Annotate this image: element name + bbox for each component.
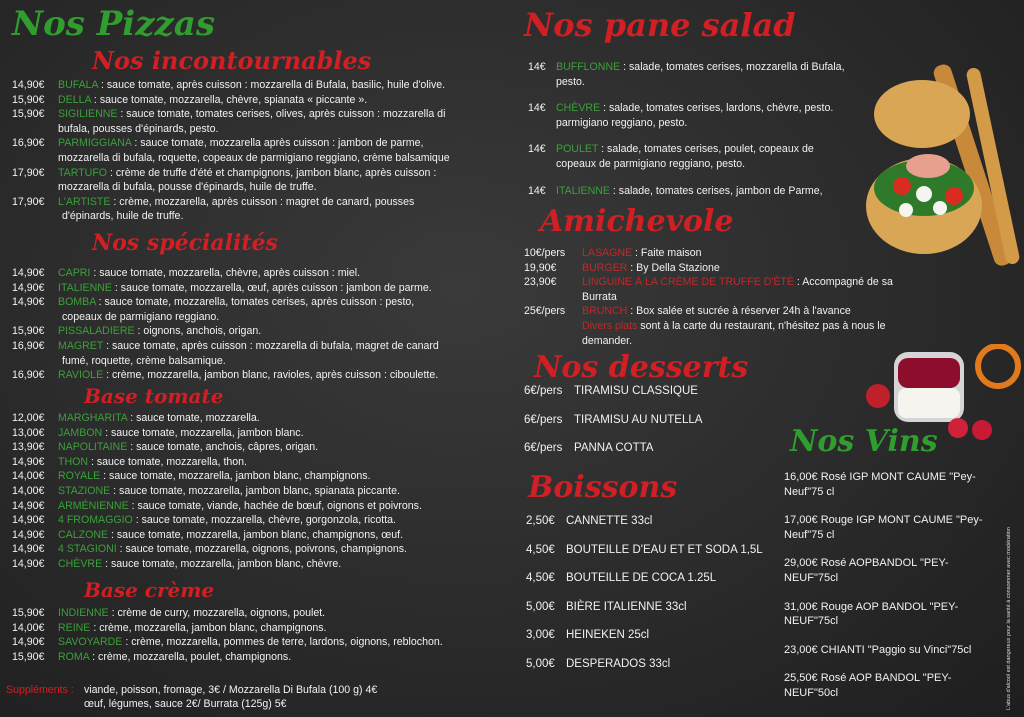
list-item: 16,90€ MAGRET : sauce tomate, après cuisson : mozzarella di bufala, magret de canard fumé, roquette, crème balsamique. — [12, 339, 439, 367]
list-item: Divers plats sont à la carte du restaurant, n'hésitez pas à nous le demander. — [582, 319, 886, 347]
vins-title: Nos Vins — [790, 424, 938, 459]
list-item: 17,00€ Rouge IGP MONT CAUME "Pey- Neuf"75 cl — [784, 514, 983, 541]
alcohol-warning: L'abus d'alcool est dangereux pour la santé à consommer avec modération — [1006, 527, 1012, 710]
list-item: 14€ POULET : salade, tomates cerises, poulet, copeaux de copeaux de parmigiano reggiano, pesto. — [528, 143, 814, 170]
list-item: 15,90€ INDIENNE : crème de curry, mozzarella, oignons, poulet. — [12, 607, 326, 619]
list-item: 14,90€ CHÈVRE : sauce tomate, mozzarella, jambon blanc, chèvre. — [12, 557, 342, 570]
list-item: 14,00€ REINE : crème, mozzarella, jambon blanc, champignons. — [12, 621, 327, 634]
list-item: 2,50€ CANNETTE 33cl — [526, 515, 653, 527]
list-item: 14,90€ BUFALA : sauce tomate, après cuisson : mozzarella di Bufala, basilic, huile d'olive. — [12, 79, 446, 91]
list-item: 5,00€ DESPERADOS 33cl — [526, 657, 671, 670]
list-item: 15,90€ PISSALADIERE : oignons, anchois, origan. — [12, 325, 262, 338]
list-item: 5,00€ BIÈRE ITALIENNE 33cl — [526, 600, 687, 613]
list-item: 25€/pers BRUNCH : Box salée et sucrée à réserver 24h à l'avance — [524, 305, 851, 318]
list-item: 14€ CHÈVRE : salade, tomates cerises, lardons, chèvre, pesto. parmigiano reggiano, pesto. — [528, 102, 834, 129]
list-item: 10€/pers LASAGNE : Faite maison — [524, 247, 702, 259]
pizzas-title: Nos Pizzas — [12, 4, 216, 44]
list-item: 14,00€ STAZIONE : sauce tomate, mozzarella, jambon blanc, spianata piccante. — [12, 484, 400, 497]
desserts-list — [524, 384, 824, 456]
base-creme-title: Base crème — [84, 578, 215, 602]
list-item: 15,90€ SIGILIENNE : sauce tomate, tomates cerises, olives, après cuisson : mozzarella di bufala, pousses d'épinards, pesto. — [12, 108, 446, 135]
supplements-line1: viande, poisson, fromage, 3€ / Mozzarella Di Bufala (100 g) 4€ — [84, 684, 378, 696]
base-creme-list — [12, 606, 512, 664]
list-item: 4,50€ BOUTEILLE DE COCA 1.25L — [526, 572, 717, 585]
list-item: 13,90€ NAPOLITAINE : sauce tomate, anchois, câpres, origan. — [12, 441, 319, 454]
list-item: 17,90€ L'ARTISTE : crème, mozzarella, après cuisson : magret de canard, pousses d'épinards, huile de truffe. — [12, 195, 415, 223]
list-item: 14,90€ THON : sauce tomate, mozzarella, thon. — [12, 455, 247, 468]
incontournables-title: Nos incontournables — [92, 46, 372, 75]
vins-list — [784, 470, 1009, 701]
pane-list — [528, 60, 868, 198]
list-item: 19,90€ BURGER : By Della Stazione — [524, 261, 720, 274]
pane-title: Nos pane salad — [524, 6, 796, 44]
list-item: 14€ ITALIENNE : salade, tomates cerises, jambon de Parme, — [528, 184, 823, 197]
list-item: 4,50€ BOUTEILLE D'EAU ET ET SODA 1,5L — [526, 543, 763, 556]
incontournables-list — [12, 78, 512, 224]
supplements-label: Suppléments : — [6, 684, 74, 696]
list-item: 14,90€ CAPRI : sauce tomate, mozzarella, chèvre, après cuisson : miel. — [12, 267, 361, 279]
list-item: 13,00€ JAMBON : sauce tomate, mozzarella, jambon blanc. — [12, 426, 304, 439]
list-item: 14,00€ ROYALE : sauce tomate, mozzarella, jambon blanc, champignons. — [12, 470, 371, 483]
specialites-list — [12, 266, 512, 383]
base-tomate-title: Base tomate — [84, 384, 224, 408]
list-item: 6€/pers PANNA COTTA — [524, 442, 654, 455]
list-item: 17,90€ TARTUFO : crème de truffe d'été et champignons, jambon blanc, après cuisson : mozzarella di bufala, pousse d'épinards, huile de truffe. — [12, 166, 437, 194]
base-tomate-list — [12, 411, 512, 572]
list-item: 16,90€ RAVIOLE : crème, mozzarella, jambon blanc, ravioles, après cuisson : ciboulette. — [12, 369, 439, 382]
boissons-title: Boissons — [528, 470, 678, 505]
list-item: 12,00€ MARGHARITA : sauce tomate, mozzarella. — [12, 412, 260, 424]
pane-salad-image — [864, 56, 1024, 276]
list-item: 15,90€ DELLA : sauce tomate, mozzarella, chèvre, spianata « piccante ». — [12, 93, 368, 106]
list-item: 6€/pers TIRAMISU CLASSIQUE — [524, 385, 698, 397]
desserts-title: Nos desserts — [534, 350, 749, 385]
boissons-list — [526, 514, 796, 672]
dessert-image — [858, 344, 1024, 444]
list-item: 14€ BUFFLONNE : salade, tomates cerises, mozzarella di Bufala, pesto. — [528, 61, 845, 88]
list-item: 16,00€ Rosé IGP MONT CAUME "Pey- Neuf"75 cl — [784, 471, 976, 498]
list-item: 25,50€ Rosé AOP BANDOL "PEY- NEUF"50cl — [784, 672, 952, 699]
specialites-title: Nos spécialités — [92, 230, 278, 256]
list-item: 14,90€ BOMBA : sauce tomate, mozzarella, tomates cerises, après cuisson : pesto, copeaux de parmigiano reggiano. — [12, 296, 415, 323]
list-item: 31,00€ Rouge AOP BANDOL "PEY- NEUF"75cl — [784, 600, 959, 628]
list-item: 16,90€ PARMIGGIANA : sauce tomate, mozzarella après cuisson : jambon de parme, mozzarella di bufala, roquette, copeaux de parmigiano reggiano, crème balsamique — [12, 137, 450, 164]
supplements-line2: œuf, légumes, sauce 2€/ Burrata (125g) 5€ — [84, 698, 287, 710]
list-item: 14,90€ CALZONE : sauce tomate, mozzarella, jambon blanc, champignons, œuf. — [12, 528, 404, 541]
list-item: 14,90€ 4 STAGIONI : sauce tomate, mozzarella, oignons, poivrons, champignons. — [12, 543, 407, 556]
list-item: 14,90€ 4 FROMAGGIO : sauce tomate, mozzarella, chèvre, gorgonzola, ricotta. — [12, 514, 396, 527]
amichevole-title: Amichevole — [540, 204, 734, 239]
list-item: 23,90€ LINGUINE À LA CRÈME DE TRUFFE D'ÉTÉ : Accompagné de sa Burrata — [524, 276, 893, 303]
list-item: 14,90€ ARMÉNIENNE : sauce tomate, viande, hachée de bœuf, oignons et poivrons. — [12, 499, 422, 512]
list-item: 29,00€ Rosé AOPBANDOL "PEY- NEUF"75cl — [784, 557, 949, 584]
list-item: 6€/pers TIRAMISU AU NUTELLA — [524, 413, 703, 426]
list-item: 15,90€ ROMA : crème, mozzarella, poulet, champignons. — [12, 650, 292, 663]
list-item: 14,90€ ITALIENNE : sauce tomate, mozzarella, œuf, après cuisson : jambon de parme. — [12, 281, 432, 294]
list-item: 14,90€ SAVOYARDE : crème, mozzarella, pommes de terre, lardons, oignons, reblochon. — [12, 636, 443, 649]
list-item: 23,00€ CHIANTI "Paggio su Vinci"75cl — [784, 643, 972, 656]
list-item: 3,00€ HEINEKEN 25cl — [526, 629, 650, 642]
